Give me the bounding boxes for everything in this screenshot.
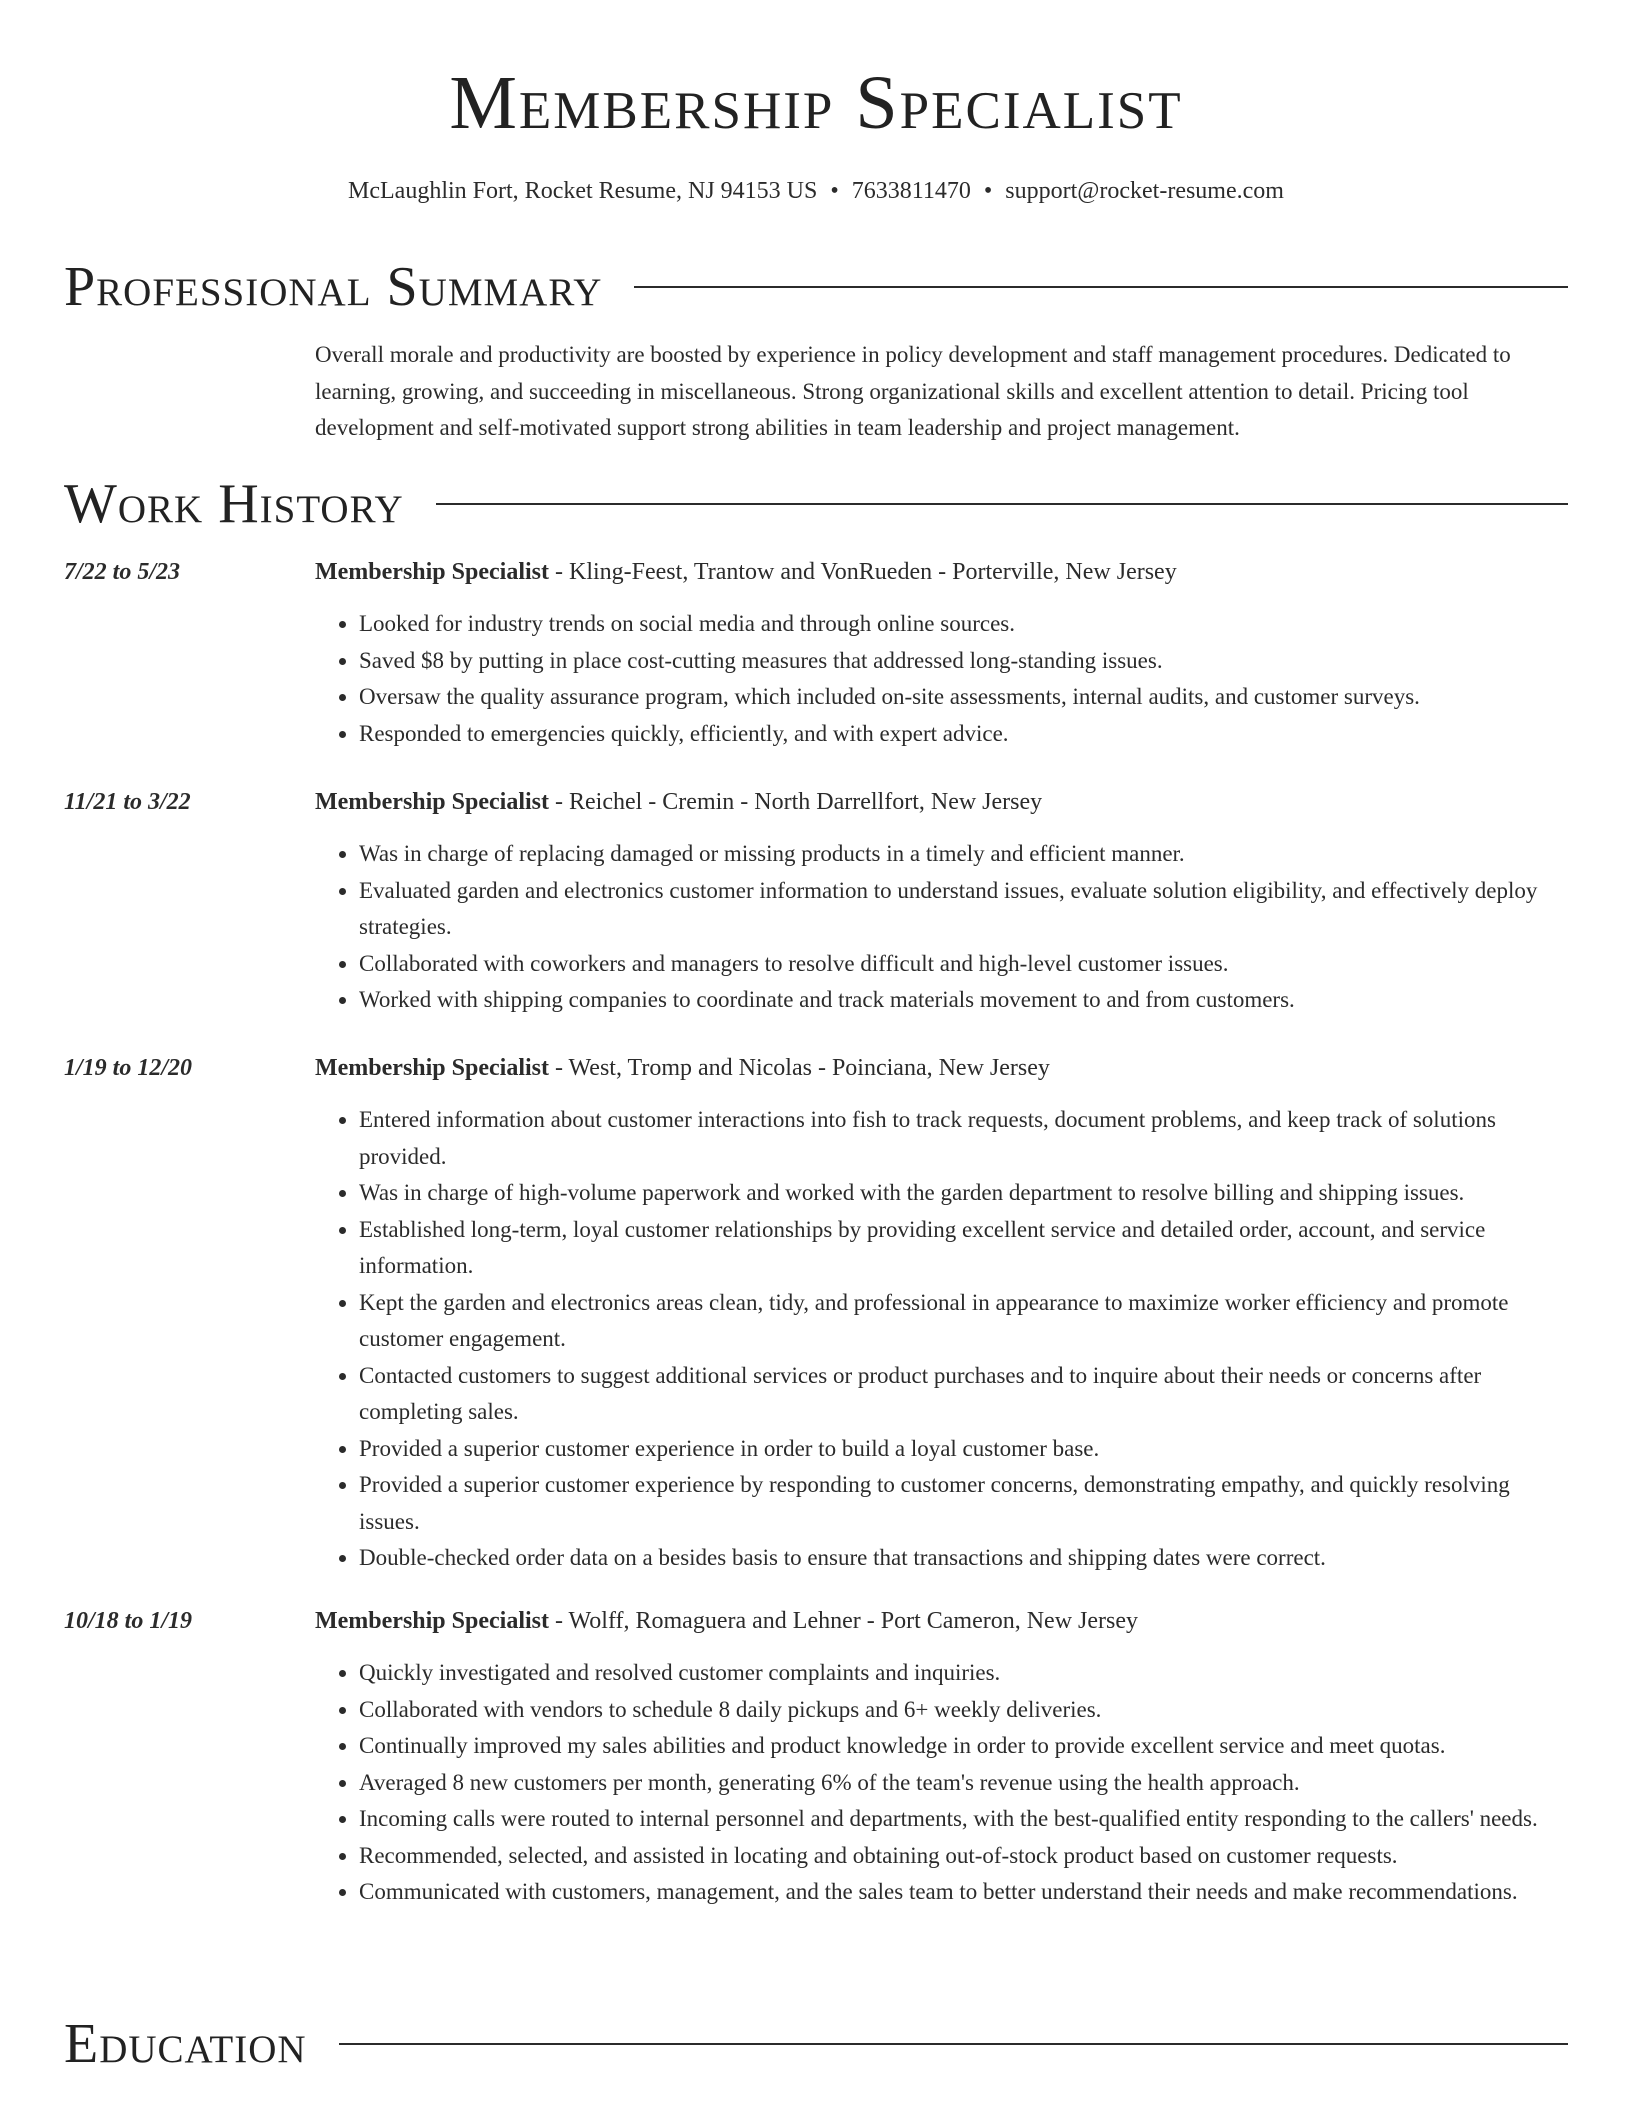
job-details: - Kling-Feest, Trantow and VonRueden - Porterville, New Jersey: [549, 559, 1177, 585]
job-bullet: • Responded to emergencies quickly, efficiently, and with expert advice.: [359, 716, 1568, 753]
summary-section-header: [64, 252, 1568, 322]
job-title-line: [315, 1050, 1568, 1086]
summary-text: Overall morale and productivity are boosted by experience in policy development and staff management procedures. Dedicated to learning, growing, and succeeding in miscellaneous. Strong organizational skills and excellent attention to detail. Pricing tool development and self-motivated support strong abilities in team leadership and project management.: [315, 342, 1511, 440]
job-bullet: • Established long-term, loyal customer relationships by providing excellent service and detailed order, account, and service information.: [359, 1212, 1568, 1285]
job-bullet: • Provided a superior customer experience in order to build a loyal customer base.: [359, 1431, 1568, 1468]
section-divider: [339, 2043, 1568, 2045]
job-bullet: • Recommended, selected, and assisted in locating and obtaining out-of-stock product based on customer requests.: [359, 1838, 1568, 1875]
job-details: - West, Tromp and Nicolas - Poinciana, New Jersey: [549, 1055, 1050, 1081]
job-bullets: [315, 1102, 1568, 1577]
job-bullet: • Collaborated with vendors to schedule 8 daily pickups and 6+ weekly deliveries.: [359, 1692, 1568, 1729]
job-role: Membership Specialist: [315, 1055, 549, 1081]
section-divider: [436, 503, 1568, 505]
job-bullet: • Quickly investigated and resolved customer complaints and inquiries.: [359, 1655, 1568, 1692]
contact-line: [0, 173, 1632, 209]
job-role: Membership Specialist: [315, 559, 549, 585]
candidate-name: Membership Specialist: [449, 61, 1183, 145]
job-bullets: [315, 606, 1568, 752]
section-title-education: Education: [64, 2013, 307, 2075]
job-bullet: • Entered information about customer interactions into fish to track requests, document problems, and keep track of solutions provided.: [359, 1102, 1568, 1175]
job-bullet: • Saved $8 by putting in place cost-cutting measures that addressed long-standing issues.: [359, 643, 1568, 680]
job-bullet: • Worked with shipping companies to coordinate and track materials movement to and from customers.: [359, 982, 1568, 1019]
job-bullet: • Kept the garden and electronics areas clean, tidy, and professional in appearance to maximize worker efficiency and promote customer engagement.: [359, 1285, 1568, 1358]
section-title-summary: Professional Summary: [64, 256, 603, 318]
education-section-header: [64, 2009, 1568, 2079]
job-bullet: • Evaluated garden and electronics customer information to understand issues, evaluate solution eligibility, and effectively deploy strategies.: [359, 873, 1568, 946]
job-details: - Reichel - Cremin - North Darrellfort, New Jersey: [549, 789, 1043, 815]
job-bullet: • Contacted customers to suggest additional services or product purchases and to inquire about their needs or concerns after completing sales.: [359, 1358, 1568, 1431]
job-bullet: • Collaborated with coworkers and managers to resolve difficult and high-level customer issues.: [359, 946, 1568, 983]
job-bullet: • Looked for industry trends on social media and through online sources.: [359, 606, 1568, 643]
job-dates: 7/22 to 5/23: [64, 559, 181, 585]
job-details: - Wolff, Romaguera and Lehner - Port Cameron, New Jersey: [549, 1608, 1139, 1634]
section-title-work: Work History: [64, 473, 404, 535]
job-bullet: • Continually improved my sales abilities and product knowledge in order to provide excellent service and meet quotas.: [359, 1728, 1568, 1765]
job-role: Membership Specialist: [315, 789, 549, 815]
section-divider: [634, 286, 1568, 288]
work-section-header: [64, 469, 1568, 539]
job-bullets: [315, 836, 1568, 1019]
address: McLaughlin Fort, Rocket Resume, NJ 94153 US: [348, 178, 818, 204]
job-bullet: • Was in charge of replacing damaged or missing products in a timely and efficient manner.: [359, 836, 1568, 873]
phone: 7633811470: [851, 178, 971, 204]
job-bullet: • Provided a superior customer experience by responding to customer concerns, demonstrating empathy, and quickly resolving issues.: [359, 1467, 1568, 1540]
job-dates: 11/21 to 3/22: [64, 789, 191, 815]
job-bullet: • Incoming calls were routed to internal personnel and departments, with the best-qualified entity responding to the callers' needs.: [359, 1801, 1568, 1838]
job-dates: 1/19 to 12/20: [64, 1055, 193, 1081]
job-bullets: [315, 1655, 1568, 1911]
job-role: Membership Specialist: [315, 1608, 549, 1634]
job-dates: 10/18 to 1/19: [64, 1608, 193, 1634]
job-title-line: [315, 554, 1568, 590]
job-bullet: • Oversaw the quality assurance program, which included on-site assessments, internal audits, and customer surveys.: [359, 679, 1568, 716]
job-bullet: • Was in charge of high-volume paperwork and worked with the garden department to resolve billing and shipping issues.: [359, 1175, 1568, 1212]
job-title-line: [315, 1603, 1568, 1639]
job-bullet: • Averaged 8 new customers per month, generating 6% of the team's revenue using the health approach.: [359, 1765, 1568, 1802]
separator: •: [983, 178, 993, 204]
email: support@rocket-resume.com: [1005, 178, 1284, 204]
job-bullet: • Double-checked order data on a besides basis to ensure that transactions and shipping dates were correct.: [359, 1540, 1568, 1577]
job-bullet: • Communicated with customers, management, and the sales team to better understand their needs and make recommendations.: [359, 1874, 1568, 1911]
separator: •: [830, 178, 839, 204]
job-title-line: [315, 784, 1568, 820]
